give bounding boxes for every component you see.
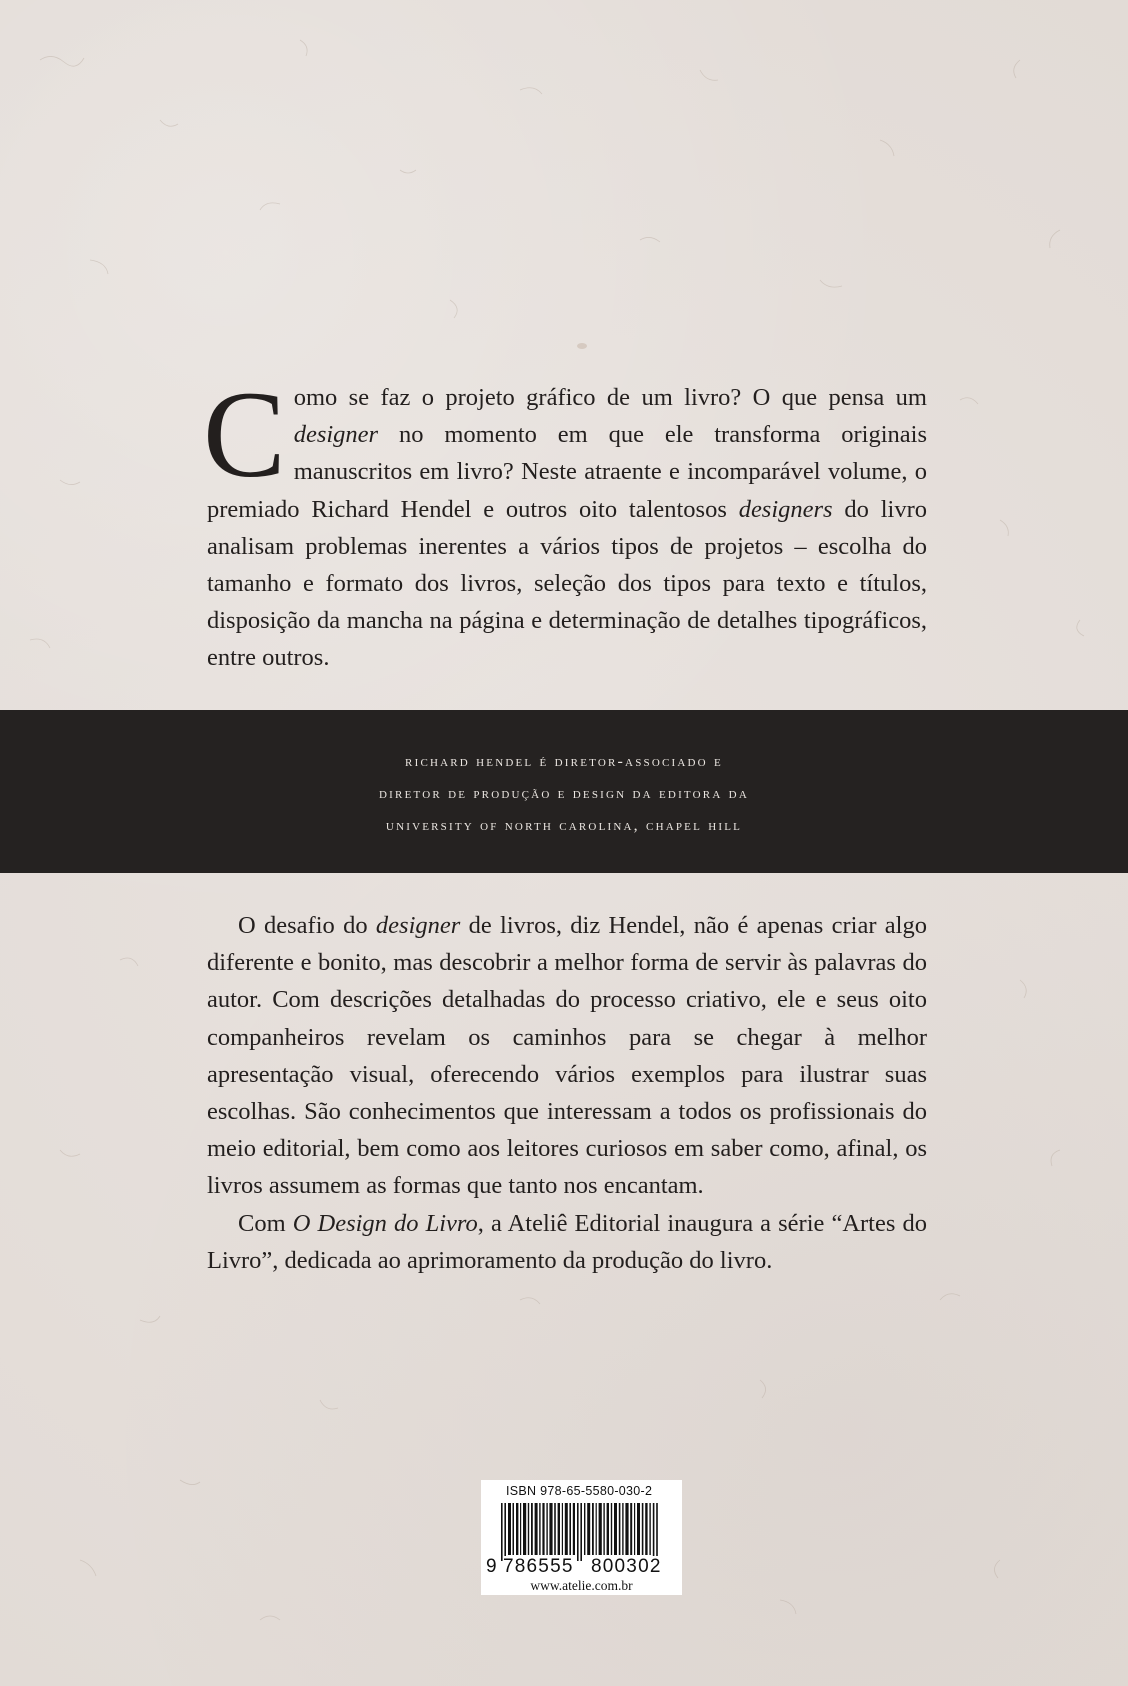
body-paragraph-2	[207, 1205, 927, 1279]
author-bio-text	[0, 746, 1128, 842]
publisher-url: www.atelie.com.br	[530, 1578, 633, 1593]
body-p2-part-2: , a Ateliê Editorial inaugura a série “Artes do Livro”, dedicada ao aprimoramento da produção do livro.	[207, 1209, 927, 1274]
author-bio-line-3: university of north carolina, chapel hill	[385, 817, 743, 834]
isbn-label: ISBN 978-65-5580-030-2	[506, 1484, 653, 1498]
intro-text-part-2: no momento em que ele transforma originais manuscritos em livro? Neste atraente e incomparável volume, o premiado Richard Hendel e outros oito talentosos	[207, 421, 927, 523]
author-bio-band	[0, 710, 1128, 873]
barcode-digit-first: 9	[486, 1556, 497, 1577]
drop-cap: C	[203, 366, 286, 503]
barcode-bars	[481, 1503, 682, 1563]
intro-paragraph	[203, 366, 927, 677]
book-title: O Design do Livro	[292, 1209, 478, 1237]
barcode-digits-left: 786555	[503, 1556, 574, 1577]
barcode-digits-right: 800302	[591, 1556, 662, 1577]
author-bio-line-1: richard hendel é diretor-associado e	[405, 753, 723, 770]
isbn-barcode	[481, 1480, 682, 1595]
intro-text-part-1: omo se faz o projeto gráfico de um livro? O que pensa um	[293, 384, 927, 411]
description-body	[207, 907, 927, 1279]
body-p1-part-2: de livros, diz Hendel, não é apenas criar algo diferente e bonito, mas descobrir a melhor forma de servir às palavras do autor. Com descrições detalhadas do processo criativo, ele e seus oito companheiros revelam os caminhos para se chegar à melhor apresentação visual, oferecendo vários exemplos para ilustrar suas escolhas. São conhecimentos que interessam a todos os profissionais do meio editorial, bem como aos leitores curiosos em saber como, afinal, os livros assumem as formas que tanto nos encantam.	[207, 912, 927, 1200]
body-p1-part-1: O desafio do	[238, 912, 376, 939]
intro-text-part-3: do livro analisam problemas inerentes a vários tipos de projetos – escolha do tamanho e formato dos livros, seleção dos tipos para texto e títulos, disposição da mancha na página e determinação de detalhes tipográficos, entre outros.	[207, 495, 927, 672]
body-p1-italic-designer: designer	[375, 912, 461, 939]
body-p2-part-1: Com	[238, 1209, 293, 1237]
intro-italic-designer: designer	[293, 421, 379, 449]
barcode-digits	[481, 1556, 682, 1576]
body-paragraph-1	[207, 907, 927, 1205]
intro-text	[203, 366, 927, 677]
author-bio-line-2: diretor de produção e design da editora da	[379, 785, 749, 802]
intro-italic-designers: designers	[738, 495, 833, 523]
